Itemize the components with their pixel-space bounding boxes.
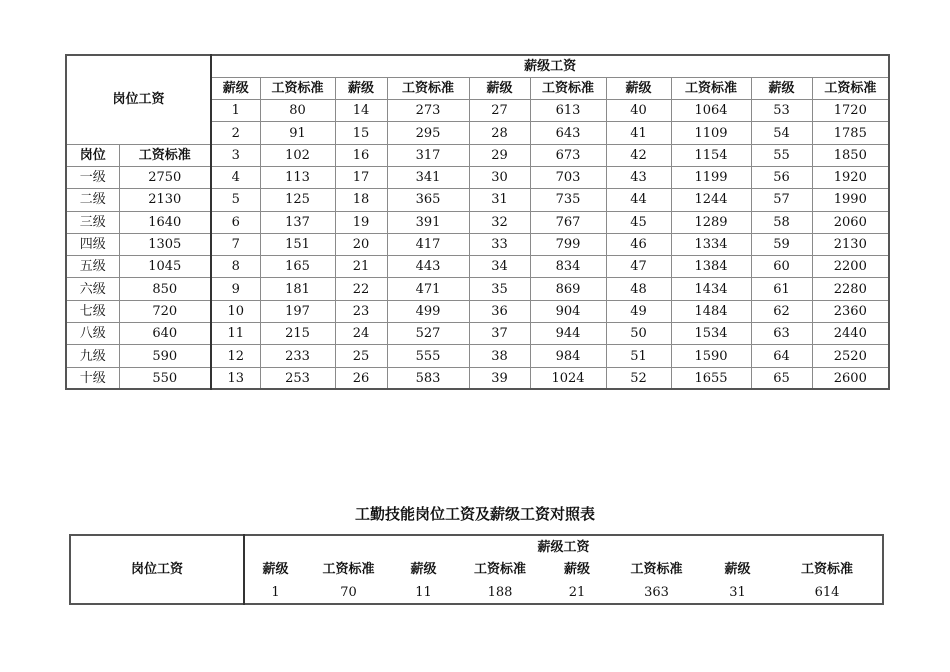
grade-cell: 8 xyxy=(211,256,260,278)
post-level: 四级 xyxy=(66,233,119,255)
post-salary-header: 岗位工资 xyxy=(66,55,211,144)
standard-cell: 2440 xyxy=(812,323,889,345)
grade-col-header: 薪级 xyxy=(211,77,260,99)
grade-cell: 49 xyxy=(606,300,671,322)
table-row xyxy=(66,211,889,233)
grade-cell: 4 xyxy=(211,166,260,188)
standard-cell: 1334 xyxy=(671,233,751,255)
standard-cell: 1024 xyxy=(530,367,606,389)
grade-cell: 14 xyxy=(335,100,387,122)
standard-cell: 1484 xyxy=(671,300,751,322)
grade-cell: 33 xyxy=(469,233,530,255)
grade-cell: 52 xyxy=(606,367,671,389)
standard-cell: 391 xyxy=(387,211,469,233)
standard-col-header: 工资标准 xyxy=(322,562,375,577)
standard-cell: 70 xyxy=(340,584,357,600)
grade-cell: 1 xyxy=(211,100,260,122)
grade-cell: 27 xyxy=(469,100,530,122)
standard-cell: 443 xyxy=(387,256,469,278)
post-level: 八级 xyxy=(66,323,119,345)
grade-cell: 31 xyxy=(729,584,746,600)
post-level: 二级 xyxy=(66,189,119,211)
grade-cell: 61 xyxy=(751,278,812,300)
post-level: 一级 xyxy=(66,166,119,188)
table-row xyxy=(66,345,889,367)
table-row xyxy=(66,256,889,278)
standard-cell: 2360 xyxy=(812,300,889,322)
post-standard: 550 xyxy=(119,367,211,389)
standard-cell: 555 xyxy=(387,345,469,367)
post-level: 十级 xyxy=(66,367,119,389)
standard-cell: 1990 xyxy=(812,189,889,211)
grade-cell: 64 xyxy=(751,345,812,367)
standard-cell: 499 xyxy=(387,300,469,322)
post-level: 五级 xyxy=(66,256,119,278)
grade-cell: 30 xyxy=(469,166,530,188)
post-standard: 1640 xyxy=(119,211,211,233)
grade-cell: 43 xyxy=(606,166,671,188)
standard-cell: 703 xyxy=(530,166,606,188)
table-row xyxy=(66,144,889,166)
table-row xyxy=(66,278,889,300)
grade-salary-header-2: 薪级工资 xyxy=(244,535,883,558)
grade-cell: 12 xyxy=(211,345,260,367)
post-standard: 1045 xyxy=(119,256,211,278)
grade-cell: 28 xyxy=(469,122,530,144)
grade-cell: 21 xyxy=(335,256,387,278)
standard-cell: 113 xyxy=(260,166,335,188)
standard-cell: 2060 xyxy=(812,211,889,233)
grade-cell: 60 xyxy=(751,256,812,278)
grade-cell: 17 xyxy=(335,166,387,188)
grade-cell: 42 xyxy=(606,144,671,166)
grade-cell: 29 xyxy=(469,144,530,166)
standard-cell: 869 xyxy=(530,278,606,300)
standard-col-header: 工资标准 xyxy=(260,77,335,99)
grade-cell: 9 xyxy=(211,278,260,300)
table-row xyxy=(66,166,889,188)
standard-cell: 2130 xyxy=(812,233,889,255)
grade-cell: 19 xyxy=(335,211,387,233)
standard-cell: 614 xyxy=(814,584,840,600)
grade-cell: 18 xyxy=(335,189,387,211)
grade-cell: 50 xyxy=(606,323,671,345)
grade-col-header: 薪级 xyxy=(724,562,751,577)
standard-cell: 904 xyxy=(530,300,606,322)
standard-cell: 834 xyxy=(530,256,606,278)
grade-cell: 54 xyxy=(751,122,812,144)
grade-cell: 44 xyxy=(606,189,671,211)
grade-cell: 2 xyxy=(211,122,260,144)
standard-cell: 2200 xyxy=(812,256,889,278)
post-standard: 2750 xyxy=(119,166,211,188)
grade-col-header: 薪级 xyxy=(563,562,590,577)
grade-cell: 20 xyxy=(335,233,387,255)
grade-cell: 10 xyxy=(211,300,260,322)
grade-cell: 58 xyxy=(751,211,812,233)
grade-cell: 23 xyxy=(335,300,387,322)
standard-cell: 643 xyxy=(530,122,606,144)
grade-cell: 65 xyxy=(751,367,812,389)
post-standard: 720 xyxy=(119,300,211,322)
standard-cell: 613 xyxy=(530,100,606,122)
grade-cell: 37 xyxy=(469,323,530,345)
standard-cell: 1534 xyxy=(671,323,751,345)
grade-cell: 63 xyxy=(751,323,812,345)
standard-col-header: 工资标准 xyxy=(387,77,469,99)
standard-cell: 1289 xyxy=(671,211,751,233)
standard-col-header: 工资标准 xyxy=(530,77,606,99)
grade-cell: 59 xyxy=(751,233,812,255)
standard-cell: 735 xyxy=(530,189,606,211)
standard-cell: 583 xyxy=(387,367,469,389)
post-salary-header-2: 岗位工资 xyxy=(130,562,183,577)
salary-table-1 xyxy=(65,54,890,390)
grade-cell: 32 xyxy=(469,211,530,233)
standard-cell: 233 xyxy=(260,345,335,367)
grade-cell: 16 xyxy=(335,144,387,166)
grade-cell: 25 xyxy=(335,345,387,367)
standard-cell: 1154 xyxy=(671,144,751,166)
standard-cell: 181 xyxy=(260,278,335,300)
table-row xyxy=(66,189,889,211)
grade-cell: 26 xyxy=(335,367,387,389)
grade-cell: 47 xyxy=(606,256,671,278)
grade-cell: 62 xyxy=(751,300,812,322)
standard-cell: 1384 xyxy=(671,256,751,278)
standard-cell: 80 xyxy=(260,100,335,122)
table-row xyxy=(66,233,889,255)
grade-cell: 13 xyxy=(211,367,260,389)
grade-col-header: 薪级 xyxy=(410,562,437,577)
standard-cell: 1590 xyxy=(671,345,751,367)
grade-cell: 35 xyxy=(469,278,530,300)
grade-cell: 57 xyxy=(751,189,812,211)
grade-col-header: 薪级 xyxy=(751,77,812,99)
grade-cell: 15 xyxy=(335,122,387,144)
standard-col-header: 工资标准 xyxy=(473,562,526,577)
grade-cell: 53 xyxy=(751,100,812,122)
standard-cell: 317 xyxy=(387,144,469,166)
grade-cell: 51 xyxy=(606,345,671,367)
grade-cell: 46 xyxy=(606,233,671,255)
grade-col-header: 薪级 xyxy=(469,77,530,99)
standard-cell: 417 xyxy=(387,233,469,255)
standard-col-header: 工资标准 xyxy=(630,562,683,577)
standard-cell: 1720 xyxy=(812,100,889,122)
standard-cell: 984 xyxy=(530,345,606,367)
post-standard: 850 xyxy=(119,278,211,300)
standard-cell: 673 xyxy=(530,144,606,166)
standard-cell: 151 xyxy=(260,233,335,255)
standard-cell: 1244 xyxy=(671,189,751,211)
post-level: 七级 xyxy=(66,300,119,322)
standard-cell: 2520 xyxy=(812,345,889,367)
standard-cell: 363 xyxy=(644,584,669,600)
standard-cell: 1434 xyxy=(671,278,751,300)
post-standard: 590 xyxy=(119,345,211,367)
grade-cell: 11 xyxy=(211,323,260,345)
table2-title: 工勤技能岗位工资及薪级工资对照表 xyxy=(354,505,595,523)
standard-cell: 2600 xyxy=(812,367,889,389)
standard-cell: 471 xyxy=(387,278,469,300)
grade-salary-header: 薪级工资 xyxy=(211,55,889,77)
grade-cell: 36 xyxy=(469,300,530,322)
standard-cell: 1064 xyxy=(671,100,751,122)
standard-col-header: 工资标准 xyxy=(812,77,889,99)
standard-cell: 91 xyxy=(260,122,335,144)
grade-cell: 22 xyxy=(335,278,387,300)
standard-cell: 215 xyxy=(260,323,335,345)
grade-cell: 3 xyxy=(211,144,260,166)
standard-cell: 125 xyxy=(260,189,335,211)
grade-cell: 39 xyxy=(469,367,530,389)
standard-cell: 165 xyxy=(260,256,335,278)
standard-cell: 295 xyxy=(387,122,469,144)
grade-cell: 5 xyxy=(211,189,260,211)
post-standard: 2130 xyxy=(119,189,211,211)
standard-cell: 1920 xyxy=(812,166,889,188)
salary-table-2 xyxy=(69,534,884,605)
grade-cell: 48 xyxy=(606,278,671,300)
standard-cell: 1850 xyxy=(812,144,889,166)
standard-cell: 253 xyxy=(260,367,335,389)
grade-cell: 56 xyxy=(751,166,812,188)
standard-cell: 944 xyxy=(530,323,606,345)
standard-col-header: 工资标准 xyxy=(801,562,854,577)
standard-cell: 1199 xyxy=(671,166,751,188)
standard-cell: 1655 xyxy=(671,367,751,389)
post-standard: 640 xyxy=(119,323,211,345)
grade-cell: 21 xyxy=(568,584,586,600)
grade-cell: 41 xyxy=(606,122,671,144)
standard-cell: 365 xyxy=(387,189,469,211)
table-row xyxy=(66,367,889,389)
standard-cell: 341 xyxy=(387,166,469,188)
grade-col-header: 薪级 xyxy=(244,558,306,581)
grade-col-header: 薪级 xyxy=(606,77,671,99)
standard-cell: 273 xyxy=(387,100,469,122)
grade-cell: 31 xyxy=(469,189,530,211)
post-level: 六级 xyxy=(66,278,119,300)
standard-cell: 767 xyxy=(530,211,606,233)
table-row xyxy=(66,300,889,322)
standard-cell: 1785 xyxy=(812,122,889,144)
standard-col-header: 工资标准 xyxy=(671,77,751,99)
standard-cell: 2280 xyxy=(812,278,889,300)
post-col-header: 岗位 xyxy=(66,144,119,166)
standard-cell: 137 xyxy=(260,211,335,233)
grade-cell: 7 xyxy=(211,233,260,255)
standard-cell: 102 xyxy=(260,144,335,166)
post-level: 三级 xyxy=(66,211,119,233)
grade-cell: 45 xyxy=(606,211,671,233)
table-row xyxy=(66,323,889,345)
grade-cell: 34 xyxy=(469,256,530,278)
grade-cell: 24 xyxy=(335,323,387,345)
grade-cell: 55 xyxy=(751,144,812,166)
grade-cell: 11 xyxy=(415,584,432,600)
standard-cell: 197 xyxy=(260,300,335,322)
grade-col-header: 薪级 xyxy=(335,77,387,99)
post-level: 九级 xyxy=(66,345,119,367)
standard-cell: 1109 xyxy=(671,122,751,144)
grade-cell: 38 xyxy=(469,345,530,367)
post-standard-col-header: 工资标准 xyxy=(119,144,211,166)
standard-cell: 799 xyxy=(530,233,606,255)
grade-cell: 40 xyxy=(606,100,671,122)
post-standard: 1305 xyxy=(119,233,211,255)
grade-cell: 6 xyxy=(211,211,260,233)
standard-cell: 527 xyxy=(387,323,469,345)
standard-cell: 188 xyxy=(487,584,513,600)
grade-cell: 1 xyxy=(244,581,306,604)
